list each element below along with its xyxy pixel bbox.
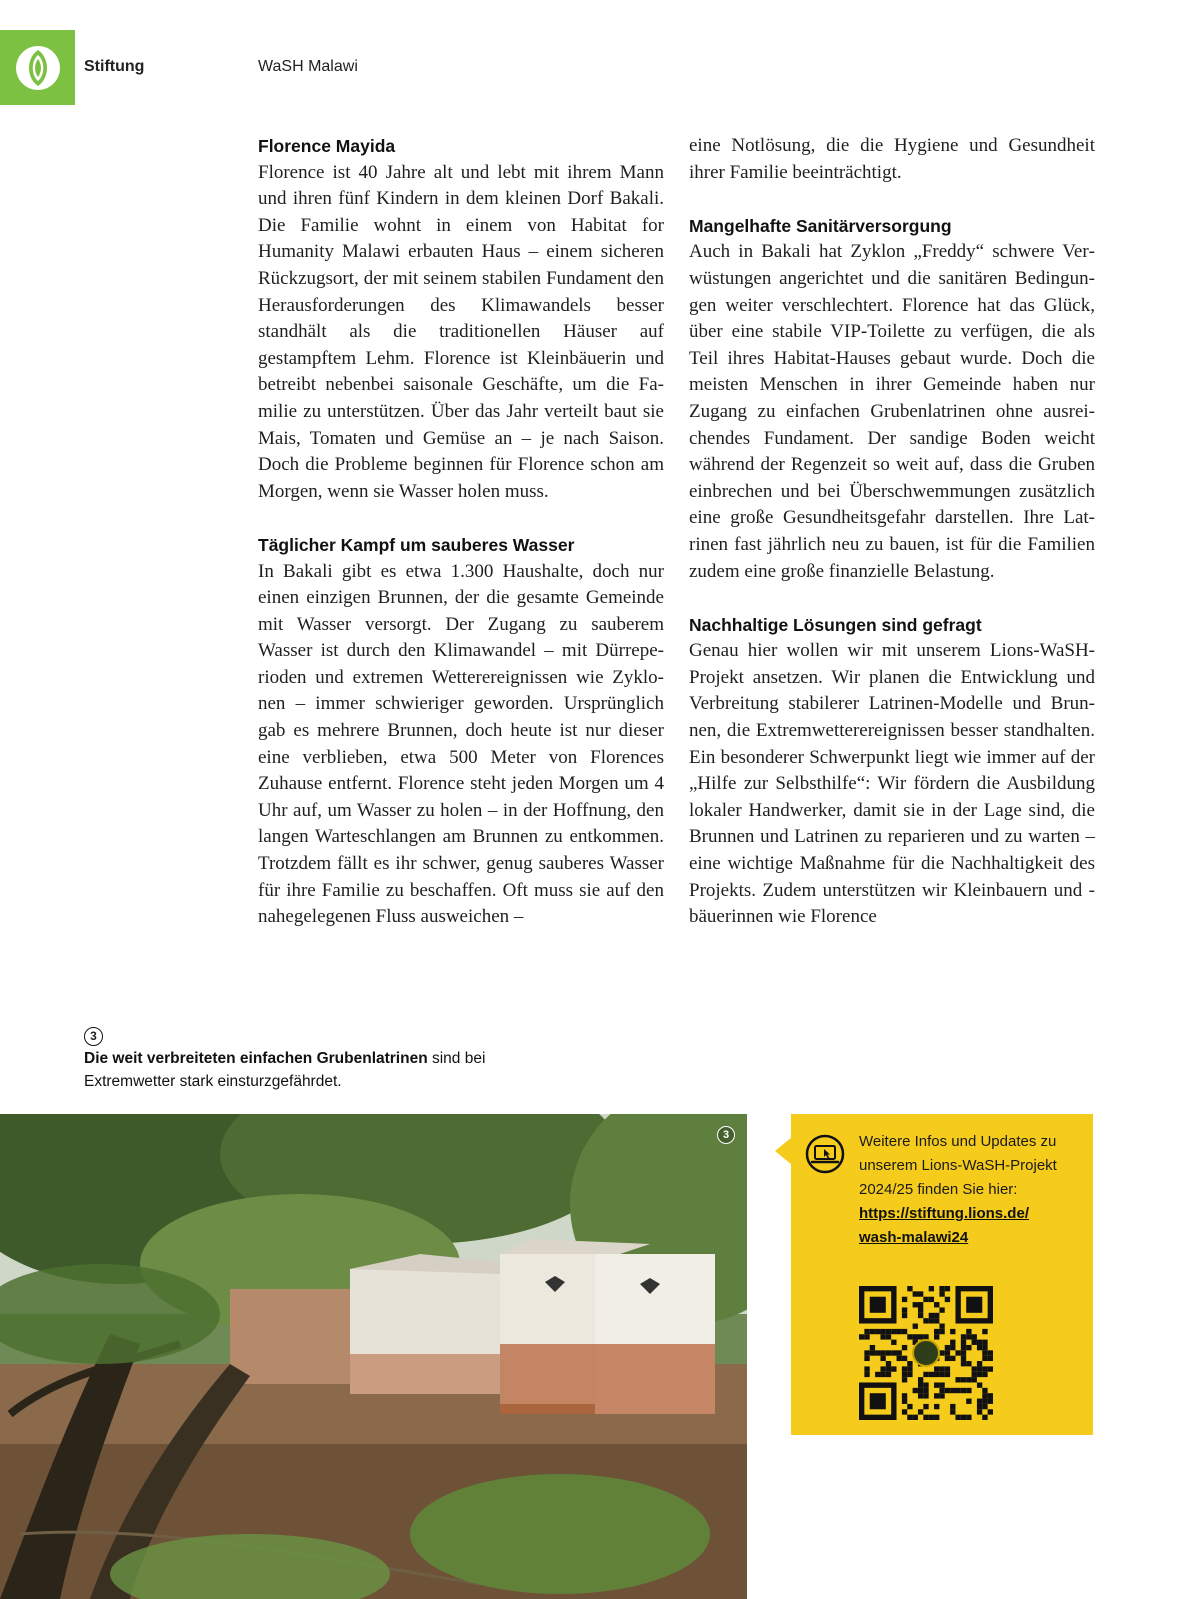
article-column-left (258, 133, 664, 957)
photo-caption (84, 1047, 504, 1093)
header-section-label: Stiftung (84, 58, 145, 75)
heading-sanitaer: Mangelhafte Sanitärversorgung (689, 215, 952, 236)
laptop-click-icon (805, 1134, 845, 1174)
heading-wasser: Täglicher Kampf um sauberes Wasser (258, 534, 575, 555)
photo-latrines (0, 1114, 747, 1599)
caption-bold-text: Die weit verbreiteten einfachen Grubenlatrinen (84, 1050, 428, 1067)
caption-text: sind bei Extremwetter stark einsturzgefährdet. (84, 1050, 486, 1090)
logo (0, 30, 75, 105)
infobox-text-block (859, 1130, 1079, 1250)
heading-florence-mayida: Florence Mayida (258, 136, 396, 156)
qr-code-graphic (859, 1286, 993, 1420)
paragraph-continuation: eine Notlösung, die die Hygiene und Gesundheit ihrer Familie beeinträchtigt. (689, 135, 1095, 183)
heading-loesungen: Nachhaltige Lösungen sind gefragt (689, 614, 982, 635)
infobox-link-line1: https://stiftung.lions.de/ (859, 1205, 1029, 1222)
infobox-text: Weitere Infos und Updates zu unserem Lions-WaSH-Projekt 2024/25 finden Sie hier: (859, 1133, 1057, 1198)
photo-number-badge: 3 (717, 1126, 735, 1144)
header-topic-label: WaSH Malawi (258, 58, 358, 75)
infobox-pointer (775, 1137, 792, 1165)
infobox-link-line2: wash-malawi24 (859, 1229, 969, 1246)
paragraph-loesungen: Genau hier wollen wir mit unserem Lions-WaSH-Projekt ansetzen. Wir planen die Entwicklung und Verbreitung stabilerer Latrinen-Modelle und Brunnen, die Extremwetterereignissen besser standhalten. Ein besonderer Schwerpunkt liegt wie immer auf der „Hilfe zur Selbsthilfe“: Wir fördern die Ausbildung lokaler Handwerker, damit sie in der Lage sind, die Brunnen und Latrinen zu reparieren und zu warten – eine wichtige Maßnahme für die Nachhaltigkeit des Projekts. Zudem unterstützen wir Kleinbauern und -bäuerinnen wie Florence (689, 640, 1095, 928)
paragraph-wasser: In Bakali gibt es etwa 1.300 Haushalte, doch nur einen einzigen Brunnen, der die gesamte Gemeinde mit Wasser versorgt. Der Zugang zu sauberem Wasser ist durch den Klimawandel – mit Dürreperioden und extremen Wetterereignissen wie Zyklonen – immer schwieriger geworden. Ursprünglich gab es mehrere Brunnen, doch heute ist nur dieser eine verblieben, etwa 500 Meter von Florences Zuhause entfernt. Florence steht jeden Morgen um 4 Uhr auf, um Wasser zu holen – in der Hoffnung, den langen Warteschlangen am Brunnen zu entkommen. Trotzdem fällt es ihr schwer, genug sauberes Wasser für ihre Familie zu beschaffen. Oft muss sie auf den nahegelegenen Fluss ausweichen – (258, 560, 664, 928)
paragraph-sanitaer: Auch in Bakali hat Zyklon „Freddy“ schwere Verwüstungen angerichtet und die sanitären Bedingungen weiter verschlechtert. Florence hat das Glück, über eine stabile VIP-Toilette zu verfügen, die als Teil ihres Habitat-Hauses gebaut wurde. Doch die meisten Menschen in ihrer Gemeinde haben nur Zugang zu einfachen Grubenlatrinen ohne ausreichendes Fundament. Der sandige Boden weicht während der Regenzeit so weit auf, dass die Gruben einbrechen und bei Überschwemmungen zusätzlich eine große Gesundheitsgefahr darstellen. Ihre Latrinen fast jährlich neu zu bauen, ist für die Familien zudem eine große finanzielle Belastung. (689, 241, 1095, 582)
caption-number-badge: 3 (84, 1027, 103, 1046)
qr-code[interactable] (859, 1286, 993, 1420)
infobox-link[interactable] (859, 1202, 1059, 1250)
info-box (791, 1114, 1093, 1435)
leaf-logo-icon (12, 42, 64, 94)
article-column-right (689, 133, 1095, 957)
paragraph-intro: Florence ist 40 Jahre alt und lebt mit ihrem Mann und ihren fünf Kindern in dem kleinen Dorf Bakali. Die Familie wohnt in einem von Habitat for Humanity Malawi erbauten Haus – einem sicheren Rückzugsort, der mit seinem stabilen Fundament den Herausforderungen des Klimawandels besser standhält als die traditionellen Häuser auf gestampftem Lehm. Florence ist Kleinbäuerin und betreibt nebenbei saisonale Geschäfte, um die Familie zu unterstützen. Über das Jahr verteilt baut sie Mais, Tomaten und Gemüse an – je nach Saison. Doch die Probleme beginnen für Florence schon am Morgen, wenn sie Wasser holen muss. (258, 161, 664, 502)
latrine-photo-illustration (0, 1114, 747, 1599)
